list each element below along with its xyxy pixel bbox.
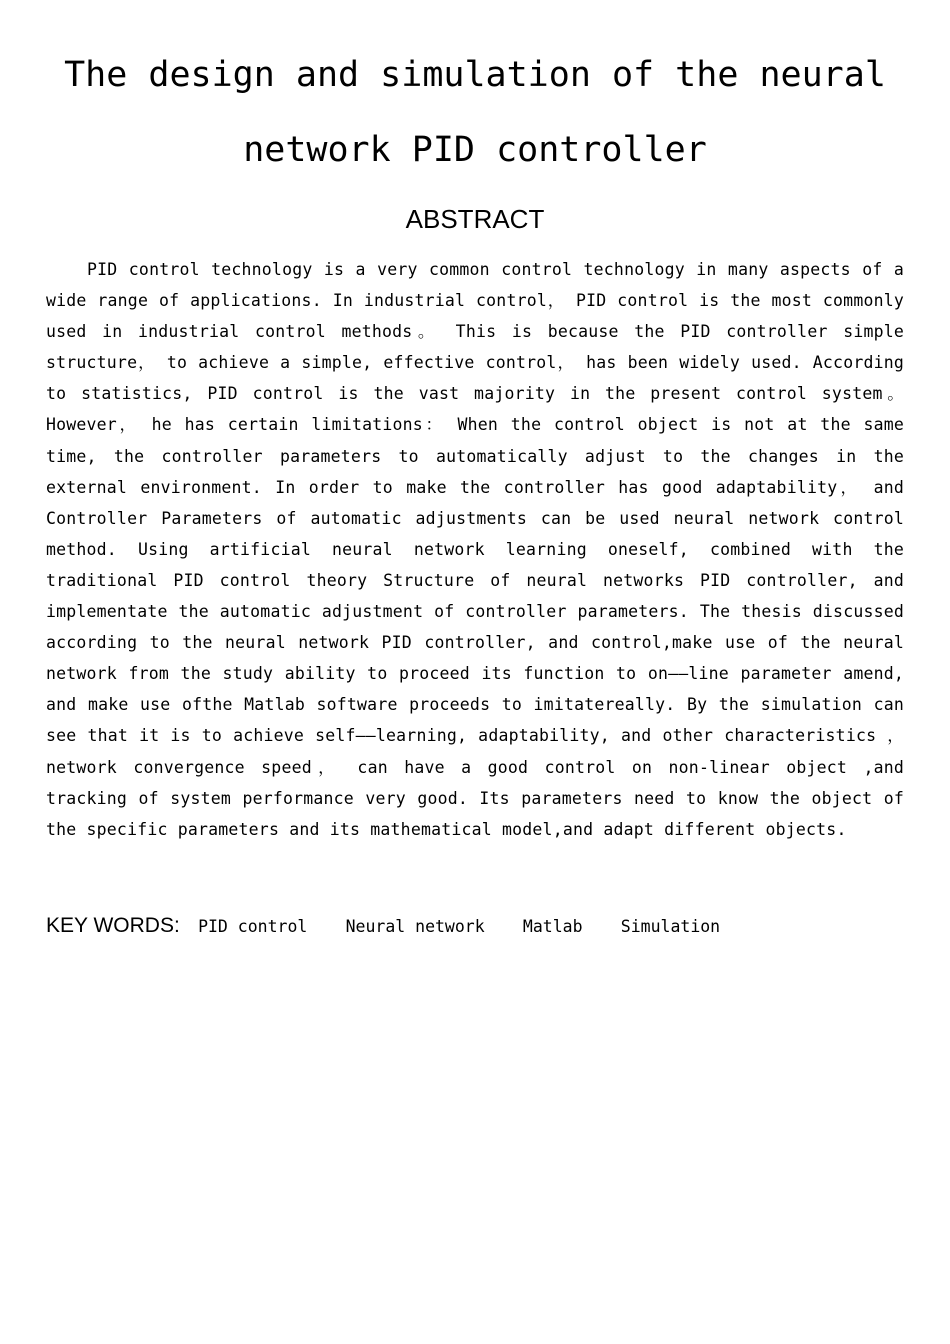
keyword-item: Matlab: [522, 917, 583, 936]
abstract-body: PID control technology is a very common control technology in many aspects of a wide range of applications. In industrial control， PID control is the most commonly used in industrial control methods。 This is because the PID controller simple structure， to achieve a simple, effective control， has been widely used. According to statistics, PID control is the vast majority in the present control system。 However， he has certain limitations： When the control object is not at the same time, the controller parameters to automatically adjust to the changes in the external environment. In order to make the controller has good adaptability， and Controller Parameters of automatic adjustments can be used neural network control method. Using artificial neural network learning oneself, combined with the traditional PID control theory Structure of neural networks PID controller, and implementate the automatic adjustment of controller parameters. The thesis discussed according to the neural network PID controller, and control,make use of the neural network from the study ability to proceed its function to on——line parameter amend, and make use ofthe Matlab software proceeds to imitatereally. By the simulation can see that it is to achieve self——learning, adaptability, and other characteristics ，network convergence speed， can have a good control on non-linear object ,and tracking of system performance very good. Its parameters need to know the object of the specific parameters and its mathematical model,and adapt different objects.: [46, 260, 904, 839]
keywords-line: [46, 910, 904, 943]
keyword-item: PID control: [198, 917, 308, 936]
keywords-label: KEY WORDS:: [46, 914, 180, 937]
keyword-item: Simulation: [620, 917, 721, 936]
keyword-item: Neural network: [345, 917, 485, 936]
document-title: [40, 38, 910, 188]
abstract-heading: ABSTRACT: [405, 204, 545, 234]
title-line-1: The design and simulation of the neural: [64, 55, 886, 95]
title-line-2: network PID controller: [243, 130, 707, 170]
